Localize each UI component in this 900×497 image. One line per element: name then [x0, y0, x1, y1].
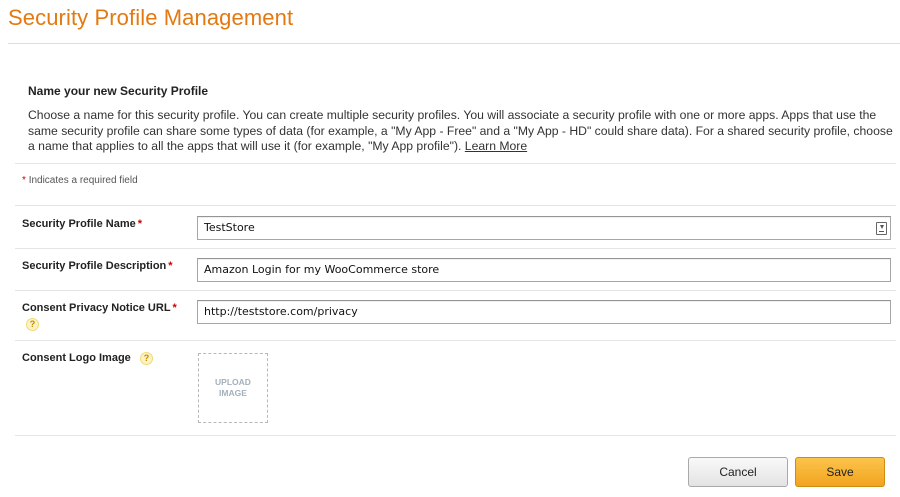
- divider: [15, 340, 896, 341]
- privacy-url-value: http://teststore.com/privacy: [204, 305, 358, 318]
- profile-name-label-text: Security Profile Name: [22, 218, 136, 230]
- upload-line-1: UPLOAD: [215, 377, 251, 387]
- title-divider: [8, 43, 900, 44]
- upload-image-label: [215, 377, 251, 399]
- profile-name-value: TestStore: [204, 221, 255, 234]
- profile-description-value: Amazon Login for my WooCommerce store: [204, 263, 440, 276]
- help-icon[interactable]: ?: [26, 318, 39, 331]
- description-text: Choose a name for this security profile. You can create multiple security profiles. You will associate a security profile with one or more apps. Apps that use the same security profile can share some types of data (for example, a "My App - Free" and a "My App - HD" could share data). For a shared security profile, choose a name that applies to all the apps that will use it (for example, "My App profile").: [28, 108, 893, 153]
- logo-image-label: Consent Logo Image: [22, 352, 131, 364]
- required-star: *: [168, 260, 173, 272]
- divider: [15, 435, 896, 436]
- required-star: *: [22, 175, 26, 186]
- required-field-note: [22, 175, 138, 186]
- privacy-url-input[interactable]: [197, 300, 891, 324]
- privacy-url-label-text: Consent Privacy Notice URL: [22, 302, 171, 314]
- autofill-icon[interactable]: [876, 222, 887, 235]
- help-icon[interactable]: ?: [140, 352, 153, 365]
- required-star: *: [172, 302, 177, 314]
- section-heading: Name your new Security Profile: [28, 84, 209, 98]
- section-description: [28, 108, 896, 155]
- upload-line-2: IMAGE: [219, 388, 247, 398]
- privacy-url-label: [22, 302, 177, 314]
- upload-image-button[interactable]: [198, 353, 268, 423]
- divider: [15, 163, 896, 164]
- page-title: Security Profile Management: [8, 5, 294, 30]
- required-star: *: [137, 218, 142, 230]
- profile-description-label: [22, 260, 173, 272]
- divider: [15, 290, 896, 291]
- profile-description-input[interactable]: [197, 258, 891, 282]
- save-button[interactable]: Save: [795, 457, 885, 487]
- profile-name-input[interactable]: [197, 216, 891, 240]
- cancel-button[interactable]: Cancel: [688, 457, 788, 487]
- learn-more-link[interactable]: Learn More: [464, 139, 528, 153]
- required-note-text: Indicates a required field: [28, 175, 138, 186]
- profile-description-label-text: Security Profile Description: [22, 260, 167, 272]
- divider: [15, 248, 896, 249]
- divider: [15, 205, 896, 206]
- profile-name-label: [22, 218, 142, 230]
